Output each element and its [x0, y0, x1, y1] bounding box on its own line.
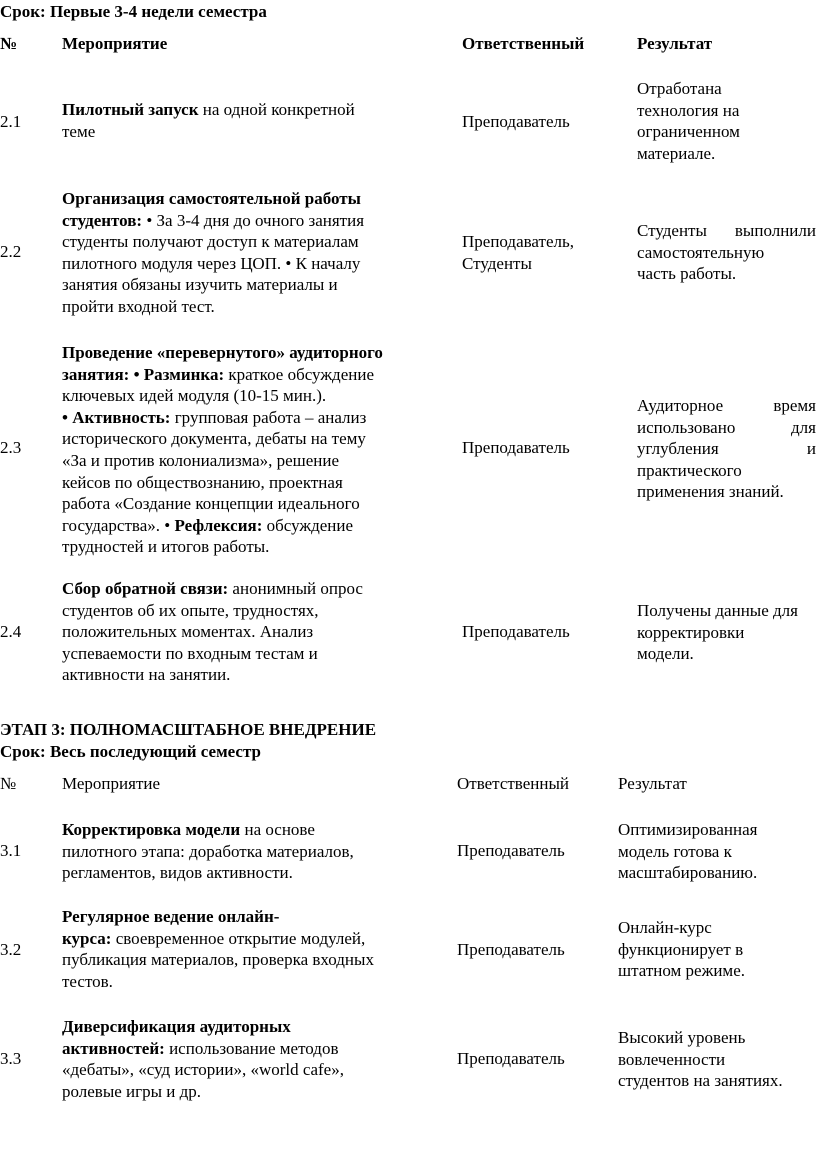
activity-line: [62, 274, 338, 296]
result-line: практического: [637, 460, 742, 480]
activity-text: теме: [62, 121, 96, 141]
activity-bold-text: • Активность:: [62, 407, 171, 427]
activity-text: активности на занятии.: [62, 665, 231, 685]
header-activity: Мероприятие: [62, 774, 161, 793]
activity-text: государства». •: [62, 515, 175, 535]
result-line: Оптимизированная: [618, 820, 758, 839]
activity-bold-text: Пилотный запуск: [62, 100, 199, 119]
responsible-line: Преподаватель,: [462, 232, 574, 251]
responsible-line: Преподаватель: [457, 1049, 565, 1068]
result-line: использовано для: [637, 417, 816, 437]
activity-text: ролевые игры и др.: [62, 1081, 202, 1101]
activity-text: использование методов: [164, 1038, 339, 1058]
activity-bold-text: Сбор обратной связи:: [62, 579, 229, 598]
activity-line: [62, 536, 269, 558]
activity-bold-text: студентов:: [62, 210, 143, 230]
header-responsible: Ответственный: [462, 34, 585, 53]
activity-bold-text: Диверсификация аудиторных: [62, 1017, 291, 1036]
activity-line: [62, 949, 374, 971]
activity-text: тестов.: [62, 971, 113, 991]
activity-text: ключевых идей модуля (10-15 мин.).: [62, 386, 327, 406]
activity-text: студентов об их опыте, трудностях,: [62, 600, 319, 620]
row-number: 3.2: [0, 940, 22, 959]
activity-line: [62, 600, 319, 622]
row-number: 2.1: [0, 112, 22, 131]
result-line: применения знаний.: [637, 482, 784, 502]
row-number: 2.4: [0, 622, 22, 641]
activity-line: [62, 231, 359, 253]
activity-line: [62, 862, 293, 884]
activity-line: [62, 296, 215, 318]
activity-line: [62, 121, 95, 143]
result-line: ограниченном: [637, 122, 740, 142]
activity-line: [62, 1081, 201, 1103]
header-responsible: Ответственный: [457, 774, 569, 793]
result-line: Аудиторное время: [637, 396, 816, 415]
stage2-deadline: Срок: Первые 3-4 недели семестра: [0, 2, 267, 21]
result-line: масштабированию.: [618, 863, 758, 883]
activity-line: [62, 664, 230, 686]
activity-bold-text: Проведение «перевернутого» аудиторного: [62, 343, 383, 362]
result-line: углубления и: [637, 439, 816, 459]
activity-line: [62, 99, 355, 121]
activity-text: успеваемости по входным тестам и: [62, 643, 318, 663]
activity-line: [62, 621, 313, 643]
header-num: №: [0, 34, 18, 53]
activity-line: [62, 643, 318, 665]
activity-text: • За 3-4 дня до очного занятия: [142, 210, 365, 230]
result-line: студентов на занятиях.: [618, 1071, 783, 1091]
result-line: модели.: [637, 644, 694, 664]
result-line: Студенты выполнили: [637, 221, 816, 240]
activity-text: пройти входной тест.: [62, 297, 215, 316]
activity-bold-text: Корректировка модели: [62, 820, 241, 839]
activity-line: [62, 1016, 291, 1038]
header-result: Результат: [637, 34, 713, 53]
result-line: корректировки: [637, 622, 745, 642]
activity-text: исторического документа, дебаты на тему: [62, 429, 366, 449]
activity-line: [62, 578, 363, 600]
activity-line: [62, 906, 279, 928]
responsible-line: Преподаватель: [462, 112, 570, 131]
activity-line: [62, 428, 366, 450]
activity-bold-text: занятия: • Разминка:: [62, 364, 225, 384]
activity-line: [62, 928, 365, 950]
activity-line: [62, 1038, 338, 1060]
activity-bold-text: активностей:: [62, 1038, 165, 1058]
header-result: Результат: [618, 774, 687, 793]
activity-line: [62, 515, 353, 537]
activity-line: [62, 385, 326, 407]
activity-line: [62, 407, 366, 429]
activity-bold-text: Организация самостоятельной работы: [62, 189, 361, 208]
activity-text: групповая работа – анализ: [170, 407, 367, 427]
activity-bold-text: курса:: [62, 928, 112, 948]
activity-line: [62, 253, 360, 275]
activity-line: [62, 819, 315, 841]
activity-text: пилотного этапа: доработка материалов,: [62, 841, 354, 861]
activity-line: [62, 342, 383, 364]
activity-text: занятия обязаны изучить материалы и: [62, 275, 338, 295]
result-line: Высокий уровень: [618, 1028, 746, 1047]
result-line: Онлайн-курс: [618, 918, 712, 937]
responsible-line: Преподаватель: [462, 438, 570, 457]
activity-line: [62, 472, 343, 494]
result-line: самостоятельную: [637, 242, 765, 262]
activity-text: «За и против колониализма», решение: [62, 451, 340, 470]
activity-text: кейсов по обществознанию, проектная: [62, 472, 343, 492]
activity-bold-text: Рефлексия:: [174, 515, 263, 535]
activity-text: трудностей и итогов работы.: [62, 537, 270, 557]
result-line: модель готова к: [618, 841, 732, 861]
row-number: 3.1: [0, 841, 22, 860]
responsible-line: Студенты: [462, 253, 532, 273]
activity-line: [62, 188, 361, 210]
result-line: часть работы.: [637, 264, 737, 284]
activity-line: [62, 364, 374, 386]
activity-bold-text: Регулярное ведение онлайн-: [62, 907, 280, 926]
responsible-line: Преподаватель: [462, 622, 570, 641]
activity-text: на основе: [240, 820, 315, 839]
responsible-line: Преподаватель: [457, 940, 565, 959]
result-line: Отработана: [637, 79, 722, 98]
activity-line: [62, 1059, 344, 1081]
result-line: материале.: [637, 143, 716, 163]
row-number: 2.3: [0, 438, 22, 457]
result-line: штатном режиме.: [618, 961, 745, 981]
result-line: функционирует в: [618, 939, 744, 959]
activity-line: [62, 210, 364, 232]
row-number: 3.3: [0, 1049, 22, 1068]
activity-line: [62, 841, 354, 863]
header-activity: Мероприятие: [62, 34, 168, 53]
activity-text: работа «Создание концепции идеального: [62, 494, 360, 514]
activity-text: регламентов, видов активности.: [62, 863, 293, 883]
activity-text: «дебаты», «суд истории», «world cafe»,: [62, 1060, 344, 1080]
activity-text: краткое обсуждение: [224, 364, 374, 384]
activity-text: на одной конкретной: [198, 100, 355, 119]
activity-text: публикация материалов, проверка входных: [62, 950, 374, 970]
result-line: вовлеченности: [618, 1049, 726, 1069]
stage3-title: ЭТАП 3: ПОЛНОМАСШТАБНОЕ ВНЕДРЕНИЕ: [0, 720, 377, 739]
result-line: технология на: [637, 100, 740, 120]
activity-text: своевременное открытие модулей,: [111, 928, 366, 948]
activity-line: [62, 971, 113, 993]
result-line: Получены данные для: [637, 601, 798, 620]
activity-text: положительных моментах. Анализ: [62, 622, 314, 642]
activity-line: [62, 493, 360, 515]
stage3-deadline: Срок: Весь последующий семестр: [0, 742, 261, 761]
responsible-line: Преподаватель: [457, 841, 565, 860]
activity-line: [62, 450, 339, 472]
activity-text: анонимный опрос: [228, 579, 363, 598]
row-number: 2.2: [0, 242, 22, 261]
activity-text: студенты получают доступ к материалам: [62, 232, 359, 252]
header-num: №: [0, 774, 17, 793]
activity-text: пилотного модуля через ЦОП. • К началу: [62, 253, 361, 273]
activity-text: обсуждение: [262, 515, 354, 535]
